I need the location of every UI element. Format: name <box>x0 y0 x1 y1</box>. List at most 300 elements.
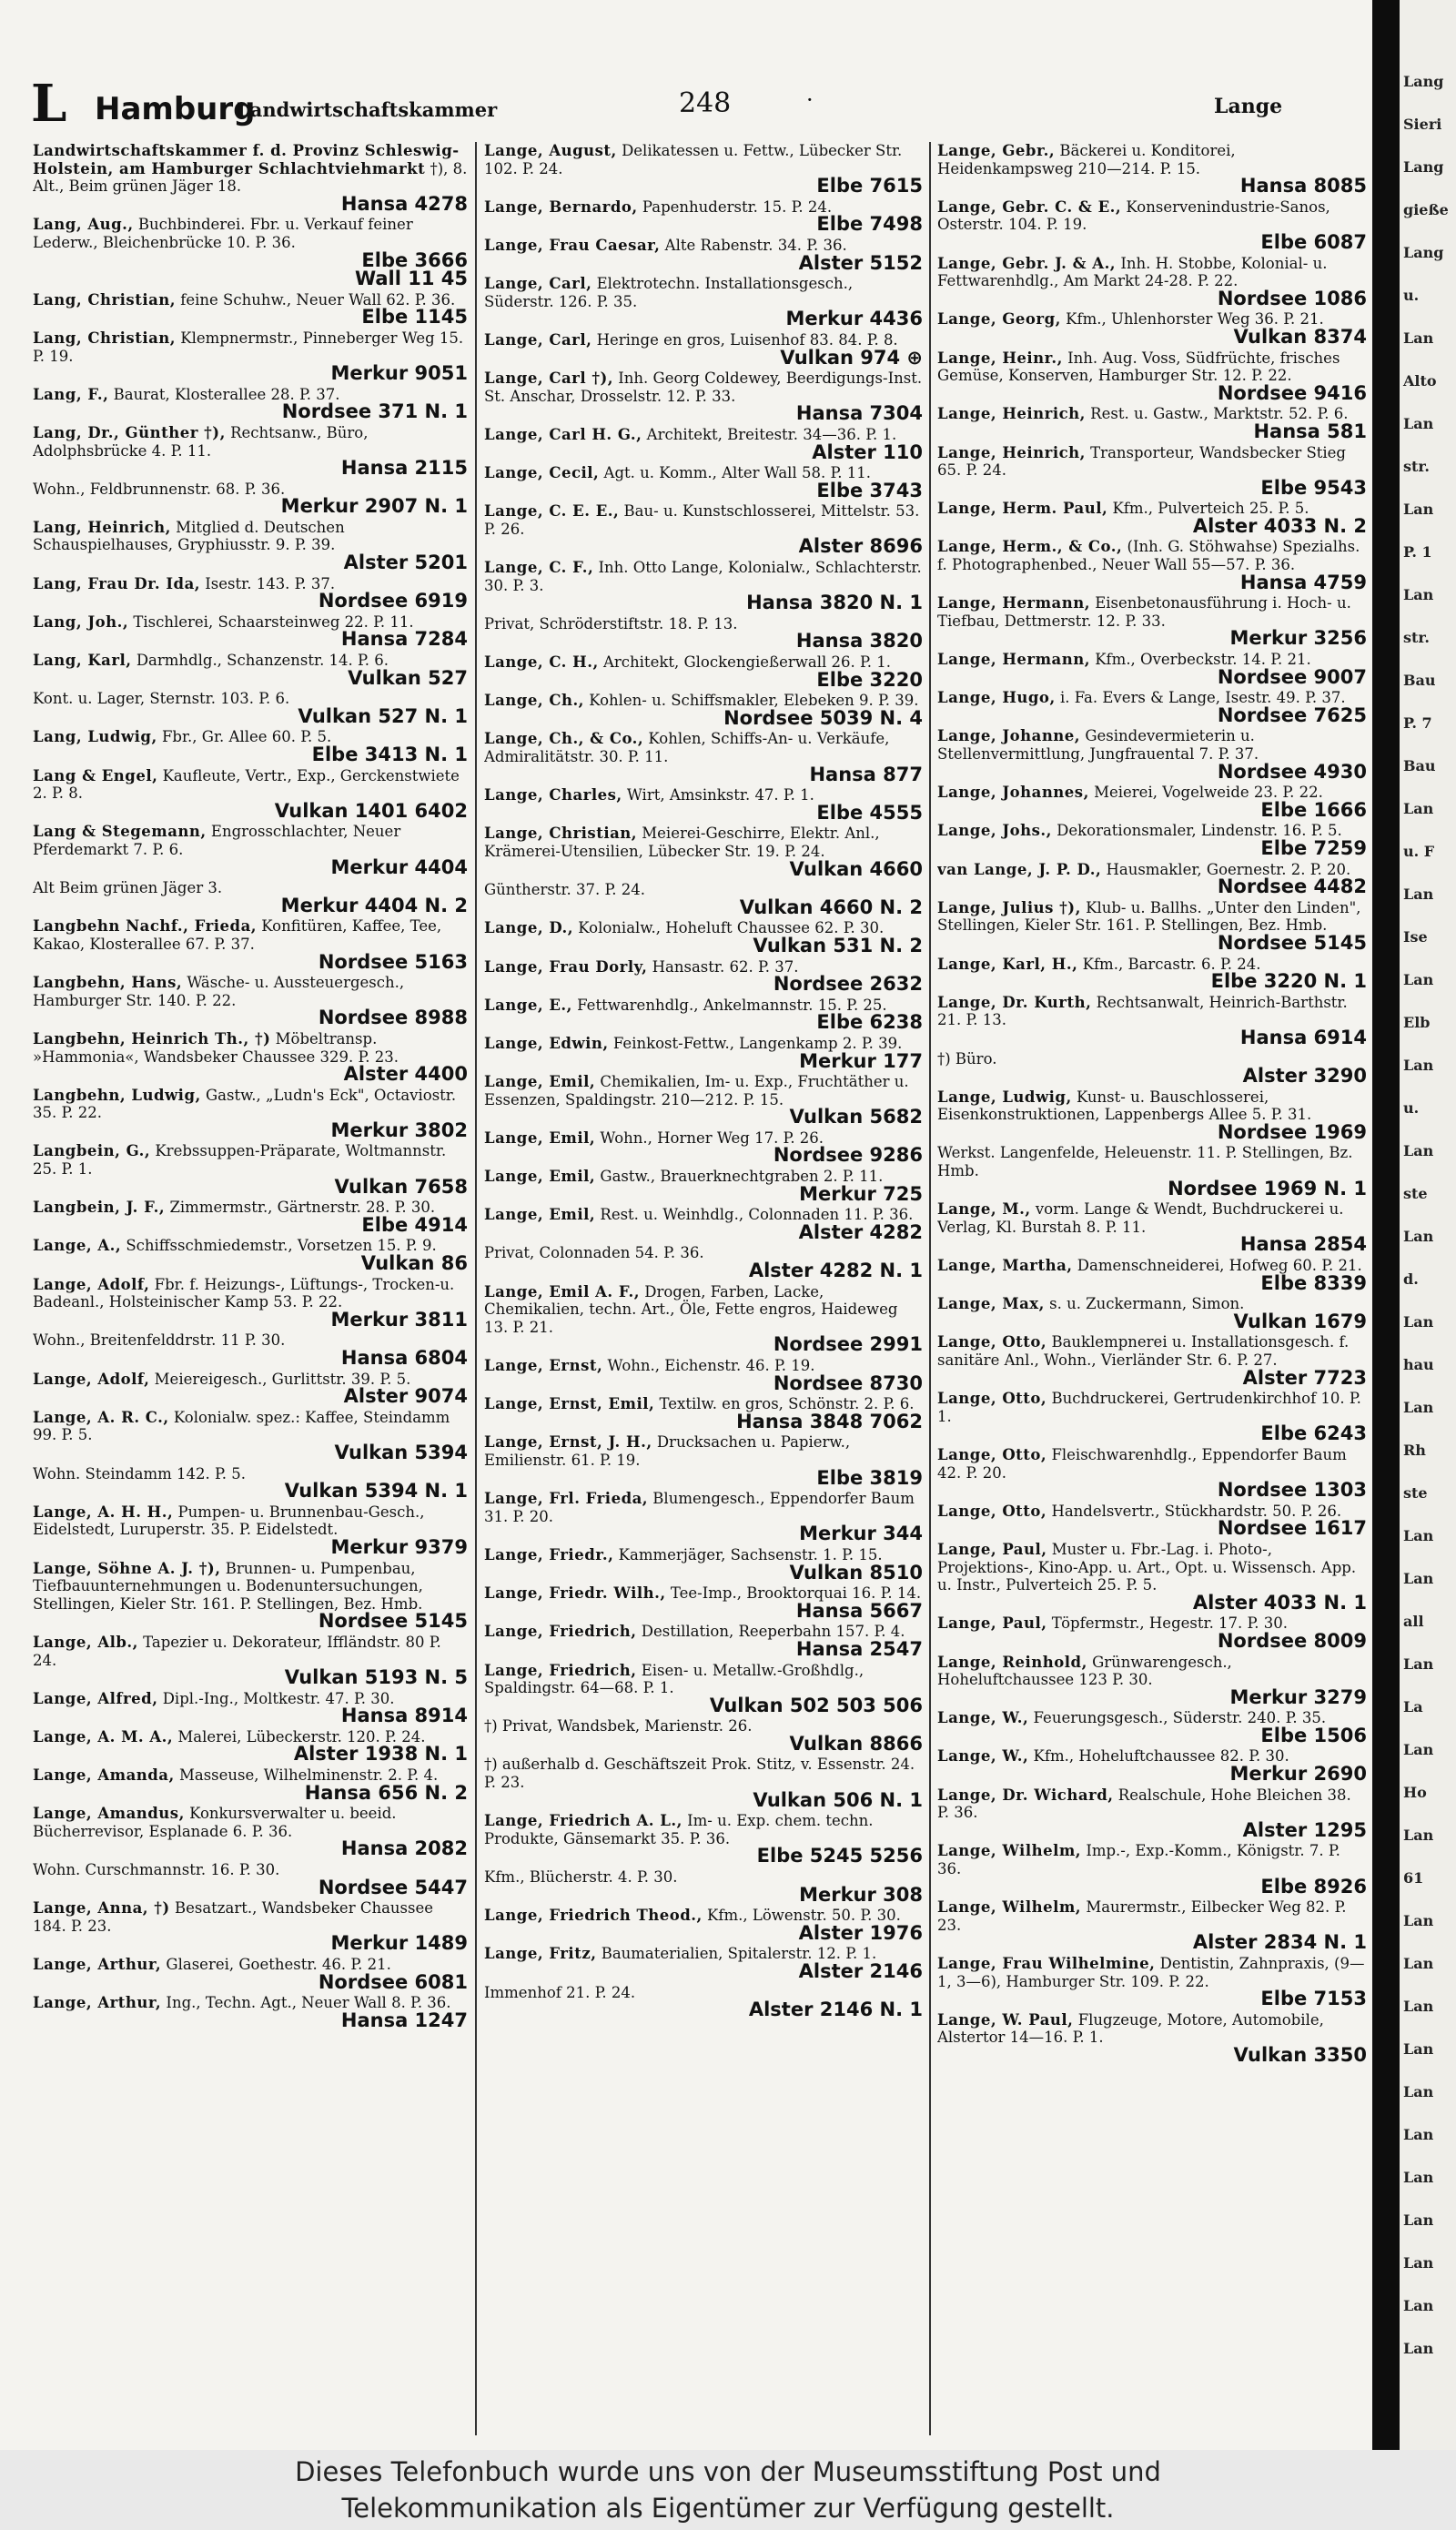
directory-entry <box>484 1168 923 1204</box>
entry-details: Rechtsanwalt, Heinrich-Barthstr. 21. P. 13. <box>937 993 1348 1029</box>
entry-name: Lange, Heinr., <box>937 349 1063 367</box>
phone-number: Hansa 3820 <box>795 630 923 653</box>
entry-details: Mitglied d. Deutschen Schauspielhauses, Gryphiusstr. 9. P. 39. <box>33 518 345 554</box>
entry-details: Architekt, Breitestr. 34—36. P. 1. <box>646 425 897 443</box>
entry-name: Langbehn, Hans, <box>33 974 183 992</box>
footer-line-2: Telekommunikation als Eigentümer zur Verfügung gestellt. <box>341 2493 1115 2524</box>
directory-entry <box>33 1690 468 1726</box>
directory-entry <box>33 1465 468 1502</box>
adjacent-page-fragment: Bau <box>1403 757 1436 774</box>
phone-number: Vulkan 974 ⊕ <box>780 346 923 369</box>
adjacent-page-fragment: Lan <box>1403 1057 1434 1074</box>
directory-entry <box>937 1709 1367 1746</box>
directory-column-2 <box>484 142 923 2435</box>
column-rule <box>475 142 477 2435</box>
phone-number: Vulkan 1401 6402 <box>274 799 468 822</box>
adjacent-page-fragment: Lan <box>1403 1142 1434 1159</box>
entry-details: Inh. Aug. Voss, Südfrüchte, frisches Gemüse, Konserven, Hamburger Str. 12. P. 22. <box>937 349 1340 385</box>
adjacent-page-fragment: Lan <box>1403 2169 1434 2186</box>
entry-name: Lange, W. Paul, <box>937 2010 1074 2029</box>
adjacent-page-fragment: Lan <box>1403 415 1434 432</box>
entry-details: Dentistin, Zahnpraxis, (9—1, 3—6), Hamburger Str. 109. P. 22. <box>937 1955 1365 1990</box>
adjacent-page-fragment: Lan <box>1403 971 1434 988</box>
phone-number: Vulkan 4660 N. 2 <box>739 896 923 918</box>
entry-details: Eisenbetonausführung i. Hoch- u. Tiefbau, Dettmerstr. 12. P. 33. <box>937 594 1351 630</box>
phone-number: Alster 4400 <box>343 1063 468 1086</box>
entry-details: vorm. Lange & Wendt, Buchdruckerei u. Verlag, Kl. Burstah 8. P. 11. <box>937 1200 1344 1236</box>
entry-name: Landwirtschaftskammer f. d. Provinz Schleswig-Holstein, am Hamburger Schlachtviehmarkt <box>33 142 460 177</box>
header-dot: · <box>806 87 814 113</box>
phone-number: Nordsee 8730 <box>773 1371 923 1394</box>
entry-details: Gastw., „Ludn's Eck", Octaviostr. 35. P. 22. <box>33 1086 457 1122</box>
entry-details: Werkst. Langenfelde, Heleuenstr. 11. P. Stellingen, Bz. Hmb. <box>937 1144 1353 1180</box>
entry-name: Lange, Edwin, <box>484 1034 609 1052</box>
entry-details: †) Büro. <box>937 1049 997 1068</box>
entry-details: Kammerjäger, Sachsenstr. 1. P. 15. <box>618 1545 883 1564</box>
phone-number: Merkur 3279 <box>1229 1685 1367 1708</box>
entry-details: Bäckerei u. Konditorei, Heidenkampsweg 210—214. P. 15. <box>937 142 1236 177</box>
entry-name: Lange, Carl, <box>484 275 592 293</box>
directory-entry <box>33 1560 468 1632</box>
entry-details: i. Fa. Evers & Lange, Isestr. 49. P. 37. <box>1059 689 1346 707</box>
entry-details: Kfm., Löwenstr. 50. P. 30. <box>707 1907 901 1925</box>
entry-name: Lange, Charles, <box>484 786 622 805</box>
entry-details: Kolonialw., Hoheluft Chaussee 62. P. 30. <box>578 919 885 937</box>
directory-entry <box>937 1747 1367 1784</box>
entry-name: Lange, Herm., & Co., <box>937 538 1123 556</box>
directory-entry <box>937 444 1367 499</box>
entry-name: Langbehn Nachf., Frieda, <box>33 917 258 936</box>
phone-number: Vulkan 8510 <box>789 1561 923 1584</box>
adjacent-page-fragment: Lan <box>1403 1912 1434 1929</box>
phone-number: Alster 4033 N. 1 <box>1192 1591 1367 1614</box>
entry-name: Lange, Heinrich, <box>937 443 1086 461</box>
phone-number: Nordsee 7625 <box>1217 703 1367 726</box>
entry-details: Töpfermstr., Hegestr. 17. P. 30. <box>1051 1614 1289 1633</box>
phone-number: Elbe 7259 <box>1260 836 1367 859</box>
entry-details: Wirt, Amsinkstr. 47. P. 1. <box>626 786 814 805</box>
entry-name: Lange, Ludwig, <box>937 1088 1072 1106</box>
entry-details: Destillation, Reeperbahn 157. P. 4. <box>641 1623 905 1641</box>
entry-details: Fettwarenhdlg., Ankelmannstr. 15. P. 25. <box>577 996 887 1014</box>
entry-details: Glaserei, Goethestr. 46. P. 21. <box>166 1956 391 1973</box>
phone-number: Nordsee 9286 <box>773 1144 923 1167</box>
entry-details: Tapezier u. Dekorateur, Iffländstr. 80 P. 24. <box>33 1633 441 1669</box>
entry-name: Lange, Paul, <box>937 1540 1047 1558</box>
entry-details: Buchbinderei. Fbr. u. Verkauf feiner Lederw., Bleichenbrücke 10. P. 36. <box>33 216 413 251</box>
entry-name: Lange, Reinhold, <box>937 1653 1087 1671</box>
entry-name: Lang, Dr., Günther †), <box>33 423 226 441</box>
directory-entry <box>937 784 1367 820</box>
phone-number: Elbe 3220 N. 1 <box>1210 970 1367 993</box>
entry-name: Lange, Heinrich, <box>937 405 1086 423</box>
entry-details: Transporteur, Wandsbecker Stieg 65. P. 24. <box>937 443 1346 480</box>
phone-number: Nordsee 2991 <box>773 1333 923 1356</box>
directory-entry <box>484 1945 923 1981</box>
entry-details: Wäsche- u. Aussteuergesch., Hamburger Str. 140. P. 22. <box>33 974 405 1009</box>
directory-entry <box>937 198 1367 253</box>
entry-details: Kfm., Uhlenhorster Weg 36. P. 21. <box>1066 310 1324 329</box>
directory-entry <box>33 1861 468 1898</box>
directory-entry <box>484 1283 923 1355</box>
directory-entry <box>33 1728 468 1765</box>
phone-number: Merkur 4404 <box>330 855 468 878</box>
entry-details: Kfm., Hoheluftchaussee 82. P. 30. <box>1033 1747 1289 1766</box>
entry-name: Lange, Hermann, <box>937 651 1090 669</box>
entry-name: Langbehn, Heinrich Th., †) <box>33 1029 271 1047</box>
adjacent-page-fragment: Lan <box>1403 1955 1434 1972</box>
phone-number: Alster 4282 N. 1 <box>748 1260 923 1282</box>
phone-number: Merkur 9379 <box>330 1535 468 1558</box>
entry-name: Lange, Ernst, Emil, <box>484 1395 655 1413</box>
phone-number: Alster 2146 N. 1 <box>748 1999 923 2021</box>
phone-number: Elbe 6238 <box>816 1011 923 1034</box>
entry-name: Lange, Frau Wilhelmine, <box>937 1955 1156 1972</box>
phone-number: Vulkan 531 N. 2 <box>753 934 923 956</box>
directory-entry <box>33 142 468 214</box>
directory-entry <box>484 1490 923 1544</box>
directory-entry <box>484 1244 923 1280</box>
adjacent-page-fragment: Lan <box>1403 2254 1434 2272</box>
directory-entry <box>937 1898 1367 1953</box>
directory-entry <box>484 1717 923 1754</box>
entry-details: Imp.-, Exp.-Komm., Königstr. 7. P. 36. <box>937 1842 1340 1878</box>
entry-details: Handelsvertr., Stückhardstr. 50. P. 26. <box>1051 1502 1342 1520</box>
phone-number: Hansa 2082 <box>340 1837 468 1860</box>
entry-details: Zimmermstr., Gärtnerstr. 28. P. 30. <box>169 1199 436 1217</box>
adjacent-page-fragment: Ho <box>1403 1784 1427 1801</box>
adjacent-page-fragment: Alto <box>1403 372 1437 390</box>
phone-number: Alster 1295 <box>1242 1818 1367 1841</box>
phone-number: Merkur 3802 <box>330 1118 468 1141</box>
phone-number: Merkur 725 <box>799 1182 923 1205</box>
phone-number: Vulkan 4660 <box>789 857 923 880</box>
phone-number: Elbe 1506 <box>1260 1724 1367 1746</box>
first-entry-keyword: Landwirtschaftskammer <box>237 98 498 121</box>
directory-entry <box>33 823 468 877</box>
entry-details: Ing., Techn. Agt., Neuer Wall 8. P. 36. <box>166 1994 451 2012</box>
entry-name: Lange, Otto, <box>937 1390 1047 1408</box>
entry-name: Lange, Friedrich, <box>484 1661 637 1679</box>
directory-entry <box>484 331 923 368</box>
directory-entry <box>484 1756 923 1810</box>
entry-name: Lang, Aug., <box>33 216 134 234</box>
phone-number: Nordsee 8988 <box>318 1007 468 1029</box>
directory-entry <box>937 899 1367 954</box>
entry-name: Lange, W., <box>937 1709 1029 1727</box>
phone-number: Nordsee 1303 <box>1217 1479 1367 1502</box>
adjacent-page-fragment: Elb <box>1403 1014 1431 1031</box>
directory-entry <box>33 1237 468 1273</box>
adjacent-page-fragment: hau <box>1403 1356 1434 1373</box>
phone-number: Nordsee 371 N. 1 <box>281 400 468 423</box>
entry-details: Privat, Schröderstiftstr. 18. P. 13. <box>484 614 738 632</box>
column-rule <box>929 142 931 2435</box>
directory-entry <box>937 1257 1367 1293</box>
directory-entry <box>33 1276 468 1331</box>
entry-details: Fbr. f. Heizungs-, Lüftungs-, Trocken-u. Badeanl., Holsteinischer Kamp 53. P. 22. <box>33 1275 455 1311</box>
entry-details: Dekorationsmaler, Lindenstr. 16. P. 5. <box>1057 822 1342 840</box>
entry-name: Lange, Emil, <box>484 1206 596 1224</box>
book-spine-shadow <box>1372 0 1400 2450</box>
phone-number: Hansa 7284 <box>340 628 468 651</box>
phone-number: Hansa 8085 <box>1239 175 1367 197</box>
entry-details: Bau- u. Kunstschlosserei, Mittelstr. 53. P. 26. <box>484 502 920 538</box>
entry-details: Kaufleute, Vertr., Exp., Gerckenstwiete 2. P. 8. <box>33 766 460 803</box>
phone-number: Elbe 7153 <box>1260 1988 1367 2010</box>
phone-number: Alster 2146 <box>798 1960 923 1982</box>
phone-number: Vulkan 502 503 506 <box>709 1694 923 1716</box>
entry-details: Darmhdlg., Schanzenstr. 14. P. 6. <box>136 652 389 670</box>
directory-entry <box>937 310 1367 347</box>
directory-entry <box>484 198 923 235</box>
entry-name: Lange, Amandus, <box>33 1805 185 1823</box>
directory-entry <box>484 1357 923 1393</box>
phone-number: Merkur 344 <box>799 1523 923 1545</box>
entry-name: Lange, Gebr. C. & E., <box>937 197 1122 216</box>
phone-number: Elbe 8926 <box>1260 1875 1367 1898</box>
entry-name: Lange, Ernst, J. H., <box>484 1433 652 1452</box>
directory-entry <box>484 1812 923 1867</box>
adjacent-page-fragment: Lan <box>1403 2340 1434 2357</box>
entry-details: Im- u. Exp. chem. techn. Produkte, Gänsemarkt 35. P. 36. <box>484 1812 874 1847</box>
entry-details: Agt. u. Komm., Alter Wall 58. P. 11. <box>603 464 871 482</box>
entry-name: Lang, Joh., <box>33 612 129 631</box>
directory-entry <box>33 1503 468 1558</box>
entry-name: Lange, Martha, <box>937 1257 1073 1275</box>
adjacent-page-fragment: La <box>1403 1698 1423 1715</box>
phone-number: Nordsee 9007 <box>1217 665 1367 688</box>
entry-details: Konservenindustrie-Sanos, Osterstr. 104. P. 19. <box>937 197 1330 234</box>
directory-entry <box>937 500 1367 536</box>
entry-details: Schiffsschmiedemstr., Vorsetzen 15. P. 9. <box>126 1237 437 1255</box>
entry-details: Alte Rabenstr. 34. P. 36. <box>664 236 847 254</box>
entry-details: Privat, Colonnaden 54. P. 36. <box>484 1244 704 1262</box>
adjacent-page-fragment: Bau <box>1403 672 1436 689</box>
entry-details: Grünwarengesch., Hoheluftchaussee 123 P. 30. <box>937 1653 1232 1689</box>
entry-details: Wohn., Horner Weg 17. P. 26. <box>600 1128 824 1147</box>
entry-details: Tee-Imp., Brooktorquai 16. P. 14. <box>670 1584 922 1603</box>
adjacent-page-fragment: Ise <box>1403 928 1428 946</box>
phone-number: Vulkan 5682 <box>789 1106 923 1128</box>
adjacent-page-fragment: Lan <box>1403 1527 1434 1544</box>
entry-details: Rechtsanw., Büro, Adolphsbrücke 4. P. 11. <box>33 423 369 460</box>
adjacent-page-fragment: Lan <box>1403 2126 1434 2143</box>
adjacent-page-fragment: u. <box>1403 1099 1420 1117</box>
phone-number: Alster 2834 N. 1 <box>1192 1931 1367 1954</box>
phone-number: Vulkan 8866 <box>789 1732 923 1755</box>
directory-entry <box>484 369 923 424</box>
entry-name: Lang, Heinrich, <box>33 518 171 536</box>
phone-number: Elbe 3743 <box>816 479 923 501</box>
phone-number: Nordsee 6919 <box>318 590 468 612</box>
entry-details: Meierei, Vogelweide 23. P. 22. <box>1094 784 1323 802</box>
adjacent-page-fragment: Lan <box>1403 1655 1434 1673</box>
phone-number: Alster 1938 N. 1 <box>293 1743 468 1766</box>
entry-name: Lange, August, <box>484 142 617 159</box>
phone-number: Elbe 4555 <box>816 801 923 824</box>
entry-details: Textilw. en gros, Schönstr. 2. P. 6. <box>659 1395 915 1413</box>
directory-entry <box>484 1206 923 1242</box>
phone-number: Vulkan 3350 <box>1233 2043 1367 2066</box>
directory-entry <box>484 730 923 784</box>
directory-entry <box>937 1503 1367 1539</box>
entry-details: Rest. u. Gastw., Marktstr. 52. P. 6. <box>1090 405 1349 423</box>
entry-name: Lange, Bernardo, <box>484 197 638 216</box>
adjacent-page-fragment: Lan <box>1403 1827 1434 1844</box>
phone-number: Alster 4033 N. 2 <box>1192 514 1367 537</box>
entry-name: Lang, Ludwig, <box>33 728 157 746</box>
entry-details: Masseuse, Wilhelminenstr. 2. P. 4. <box>178 1766 439 1785</box>
directory-entry <box>484 1395 923 1432</box>
entry-name: Lange, Ch., & Co., <box>484 730 644 748</box>
entry-name: Lange, Gebr. J. & A., <box>937 254 1117 272</box>
directory-entry <box>937 594 1367 649</box>
entry-name: Lange, C. F., <box>484 559 594 577</box>
entry-name: Lange, E., <box>484 996 572 1014</box>
entry-name: Lange, Johannes, <box>937 784 1089 802</box>
directory-entry <box>484 464 923 501</box>
entry-details: Kunst- u. Bauschlosserei, Eisenkonstruktionen, Lappenbergs Allee 5. P. 31. <box>937 1088 1312 1124</box>
entry-name: Lang, Karl, <box>33 652 132 670</box>
entry-details: Kfm., Barcastr. 6. P. 24. <box>1082 955 1261 973</box>
directory-entry <box>33 216 468 288</box>
entry-details: Kolonialw. spez.: Kaffee, Steindamm 99. P. 5. <box>33 1408 450 1444</box>
entry-details: Eisen- u. Metallw.-Großhdlg., Spaldingstr. 64—68. P. 1. <box>484 1661 864 1697</box>
entry-details: Damenschneiderei, Hofweg 60. P. 21. <box>1077 1257 1362 1275</box>
adjacent-page-fragment: ste <box>1403 1484 1428 1502</box>
phone-number: Hansa 581 <box>1253 420 1367 442</box>
directory-column-1 <box>33 142 468 2435</box>
entry-details: Bauklempnerei u. Installationsgesch. f. sanitäre Anl., Wohn., Vierländer Str. 6. P. 27. <box>937 1333 1350 1369</box>
directory-entry <box>937 405 1367 441</box>
directory-entry <box>937 349 1367 404</box>
entry-name: Lange, Emil A. F., <box>484 1282 640 1300</box>
phone-number: Alster 8696 <box>798 535 923 558</box>
entry-details: Fleischwarenhdlg., Eppendorfer Baum 42. P. 20. <box>937 1445 1347 1482</box>
phone-number: Hansa 6804 <box>340 1347 468 1369</box>
entry-name: Lange, Hugo, <box>937 689 1056 707</box>
entry-name: van Lange, J. P. D., <box>937 860 1102 878</box>
phone-number: Nordsee 5145 <box>1217 931 1367 954</box>
phone-number: Alster 4282 <box>798 1220 923 1243</box>
page-header <box>31 74 1369 134</box>
entry-name: Lange, Friedr., <box>484 1545 614 1564</box>
entry-details: Buchdruckerei, Gertrudenkirchhof 10. P. 1. <box>937 1390 1361 1425</box>
directory-entry <box>937 651 1367 687</box>
directory-entry <box>484 1035 923 1071</box>
phone-number: Nordsee 1969 <box>1217 1120 1367 1143</box>
directory-entry <box>33 613 468 650</box>
phone-number: Nordsee 6081 <box>318 1970 468 1993</box>
entry-name: Lange, Söhne A. J. †), <box>33 1559 221 1577</box>
directory-entry <box>937 2011 1367 2066</box>
entry-details: Güntherstr. 37. P. 24. <box>484 881 645 899</box>
entry-details: Wohn., Eichenstr. 46. P. 19. <box>607 1357 815 1374</box>
directory-entry <box>33 1371 468 1407</box>
directory-entry <box>484 237 923 273</box>
entry-details: Fbr., Gr. Allee 60. P. 5. <box>161 728 332 746</box>
entry-name: Lange, Arthur, <box>33 1956 162 1973</box>
phone-number: Elbe 3819 <box>816 1466 923 1489</box>
entry-details: Konfitüren, Kaffee, Tee, Kakao, Klosterallee 67. P. 37. <box>33 917 442 953</box>
directory-entry <box>484 1129 923 1166</box>
phone-number: Hansa 1247 <box>340 2009 468 2031</box>
phone-number: Vulkan 506 N. 1 <box>753 1788 923 1811</box>
footer-line-1: Dieses Telefonbuch wurde uns von der Museumsstiftung Post und <box>295 2456 1161 2487</box>
directory-entry <box>937 1614 1367 1651</box>
directory-entry <box>33 1331 468 1368</box>
footer-notice <box>0 2450 1456 2530</box>
entry-name: Langbein, J. F., <box>33 1199 166 1217</box>
adjacent-page-fragment: Lan <box>1403 1228 1434 1245</box>
directory-entry <box>33 1087 468 1141</box>
adjacent-page-fragment: Lan <box>1403 1998 1434 2015</box>
entry-details: Drucksachen u. Papierw., Emilienstr. 61. P. 19. <box>484 1433 851 1469</box>
entry-name: Langbein, G., <box>33 1142 151 1160</box>
adjacent-page-fragment: P. 7 <box>1403 714 1432 732</box>
directory-entry <box>484 1662 923 1716</box>
entry-details: Engrosschlachter, Neuer Pferdemarkt 7. P. 6. <box>33 823 401 858</box>
entry-details: Wohn., Breitenfelddrstr. 11 P. 30. <box>33 1331 286 1350</box>
directory-entry <box>484 1984 923 2020</box>
entry-name: Lange, Julius †), <box>937 898 1081 916</box>
entry-details: †) außerhalb d. Geschäftszeit Prok. Stitz, v. Essenstr. 24. P. 23. <box>484 1756 915 1792</box>
entry-details: Hansastr. 62. P. 37. <box>652 957 799 976</box>
entry-name: Lange, A. R. C., <box>33 1408 169 1426</box>
entry-details: s. u. Zuckermann, Simon. <box>1049 1295 1245 1313</box>
directory-entry <box>484 1907 923 1943</box>
phone-number: Merkur 3256 <box>1229 627 1367 650</box>
phone-number: Hansa 877 <box>809 763 923 785</box>
entry-name: Lang, Christian, <box>33 329 177 347</box>
adjacent-page-fragment: Lan <box>1403 886 1434 903</box>
directory-entry <box>937 1955 1367 2009</box>
phone-number: Nordsee 5039 N. 4 <box>723 706 923 729</box>
entry-name: Lange, Hermann, <box>937 594 1090 612</box>
entry-name: Lange, Herm. Paul, <box>937 500 1108 518</box>
phone-number: Elbe 1145 <box>361 306 468 329</box>
directory-entry <box>33 690 468 726</box>
entry-details: Papenhuderstr. 15. P. 24. <box>642 197 833 216</box>
directory-entry <box>484 502 923 557</box>
directory-entry <box>33 1805 468 1859</box>
entry-name: Lange, M., <box>937 1200 1031 1219</box>
phone-number: Nordsee 4930 <box>1217 760 1367 783</box>
phone-number: Vulkan 5193 N. 5 <box>284 1666 468 1689</box>
adjacent-page-fragment: 61 <box>1403 1869 1424 1887</box>
directory-entry <box>484 275 923 329</box>
phone-number: Alster 7723 <box>1242 1366 1367 1389</box>
directory-entry <box>937 1333 1367 1388</box>
directory-entry <box>484 1433 923 1488</box>
adjacent-page-fragment: u. <box>1403 287 1420 304</box>
entry-name: Lange, W., <box>937 1747 1029 1766</box>
entry-details: Klub- u. Ballhs. „Unter den Linden", Stellingen, Kieler Str. 161. P. Stellingen, Bez. Hmb. <box>937 898 1361 935</box>
directory-entry <box>937 1144 1367 1199</box>
phone-number: Vulkan 8374 <box>1233 325 1367 348</box>
entry-details: Delikatessen u. Fettw., Lübecker Str. 102. P. 24. <box>484 142 903 177</box>
entry-details: Drogen, Farben, Lacke, Chemikalien, techn. Art., Öle, Fette engros, Haideweg 13. P. 21. <box>484 1282 898 1336</box>
directory-entry <box>484 1073 923 1128</box>
entry-name: Lange, Friedr. Wilh., <box>484 1584 666 1603</box>
directory-entry <box>484 426 923 462</box>
entry-details: Alt Beim grünen Jäger 3. <box>33 879 223 897</box>
index-letter: L <box>31 74 67 134</box>
entry-details: Inh. Otto Lange, Kolonialw., Schlachterstr. 30. P. 3. <box>484 559 922 594</box>
adjacent-page-fragment: Lan <box>1403 1741 1434 1758</box>
directory-entry <box>33 424 468 479</box>
